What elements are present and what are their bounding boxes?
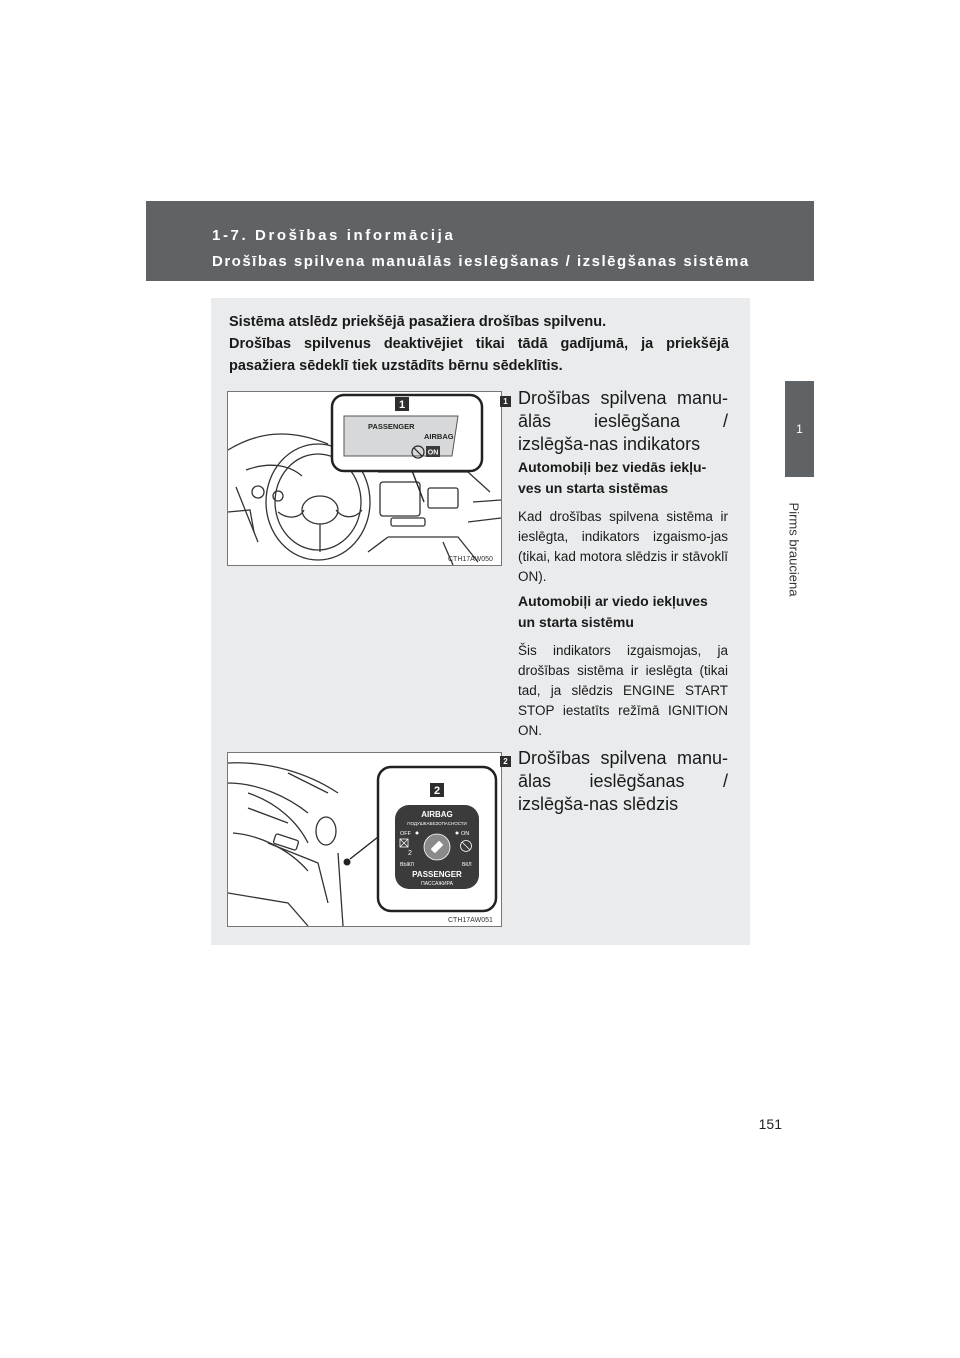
intro-line-2: Drošības spilvenus deaktivējiet tikai tādā gadījumā, ja priekšējā pasažiera sēdeklī tiek uzstādīts bērnu sēdeklītis. bbox=[229, 336, 729, 374]
content-panel bbox=[211, 298, 750, 945]
item-marker-1: 1 bbox=[500, 396, 511, 407]
switch-passenger-label: PASSENGER bbox=[412, 870, 462, 879]
switch-off-label: OFF bbox=[400, 831, 411, 837]
item-title-switch: Drošības spilvena manu-ālas ieslēgšanas / izslēgša-nas slēdzis bbox=[518, 748, 728, 814]
text-no-smart-entry: Kad drošības spilvena sistēma ir ieslēgta, indikators izgaismo-jas (tikai, kad motora slēdzis ir stāvoklī ON). bbox=[518, 509, 728, 584]
switch-airbag-label: AIRBAG bbox=[421, 810, 453, 819]
intro-line-1: Sistēma atslēdz priekšējā pasažiera drošības spilvenu. bbox=[229, 314, 607, 330]
figure-code-2: CTH17AW051 bbox=[448, 917, 493, 924]
switch-on-ru-label: ВКЛ bbox=[462, 862, 472, 868]
chapter-name: Pirms brauciena bbox=[786, 502, 802, 597]
subheading-no-smart-entry: Automobiļi bez viedās iekļu-ves un starta sistēmas bbox=[518, 459, 707, 496]
indicator-on-label: ON bbox=[427, 449, 439, 457]
switch-passenger-ru-label: ПАССАЖИРА bbox=[421, 881, 453, 887]
section-number-title: 1-7. Drošības informācija bbox=[212, 227, 456, 244]
switch-on-label: ON bbox=[461, 831, 470, 837]
switch-illustration bbox=[228, 753, 501, 926]
section-header bbox=[146, 201, 814, 281]
intro-text bbox=[229, 311, 729, 377]
callout-marker-2: 2 bbox=[433, 785, 441, 797]
callout-marker-1: 1 bbox=[398, 399, 406, 411]
chapter-label bbox=[784, 492, 804, 612]
dashboard-illustration bbox=[228, 392, 501, 565]
subheading-smart-entry: Automobiļi ar viedo iekļuves un starta sistēmu bbox=[518, 593, 708, 630]
page-title: Drošības spilvena manuālās ieslēgšanas / izslēgšanas sistēma bbox=[212, 253, 750, 270]
switch-num-label: 2 bbox=[408, 850, 412, 857]
item-title-indicator: Drošības spilvena manu-ālās ieslēgšana / izslēgša-nas indikators bbox=[518, 388, 728, 454]
indicator-passenger-label: PASSENGER bbox=[368, 422, 415, 431]
chapter-number: 1 bbox=[796, 422, 803, 436]
text-smart-entry: Šis indikators izgaismojas, ja drošības sistēma ir ieslēgta (tikai tad, ja slēdzis ENGINE START STOP iestatīts režīmā IGNITION ON. bbox=[518, 643, 728, 738]
figure-switch bbox=[227, 752, 502, 927]
page-number: 151 bbox=[758, 1116, 782, 1132]
figure-code-1: CTH17AW050 bbox=[448, 556, 493, 563]
switch-off-ru-label: ВЫКЛ bbox=[400, 862, 414, 868]
figure-dashboard bbox=[227, 391, 502, 566]
switch-airbag-ru-label: ПОДУШКАБЕЗОПАСНОСТИ bbox=[407, 821, 467, 826]
item-marker-2: 2 bbox=[500, 756, 511, 767]
chapter-tab bbox=[785, 381, 814, 477]
indicator-airbag-label: AIRBAG bbox=[424, 432, 454, 441]
